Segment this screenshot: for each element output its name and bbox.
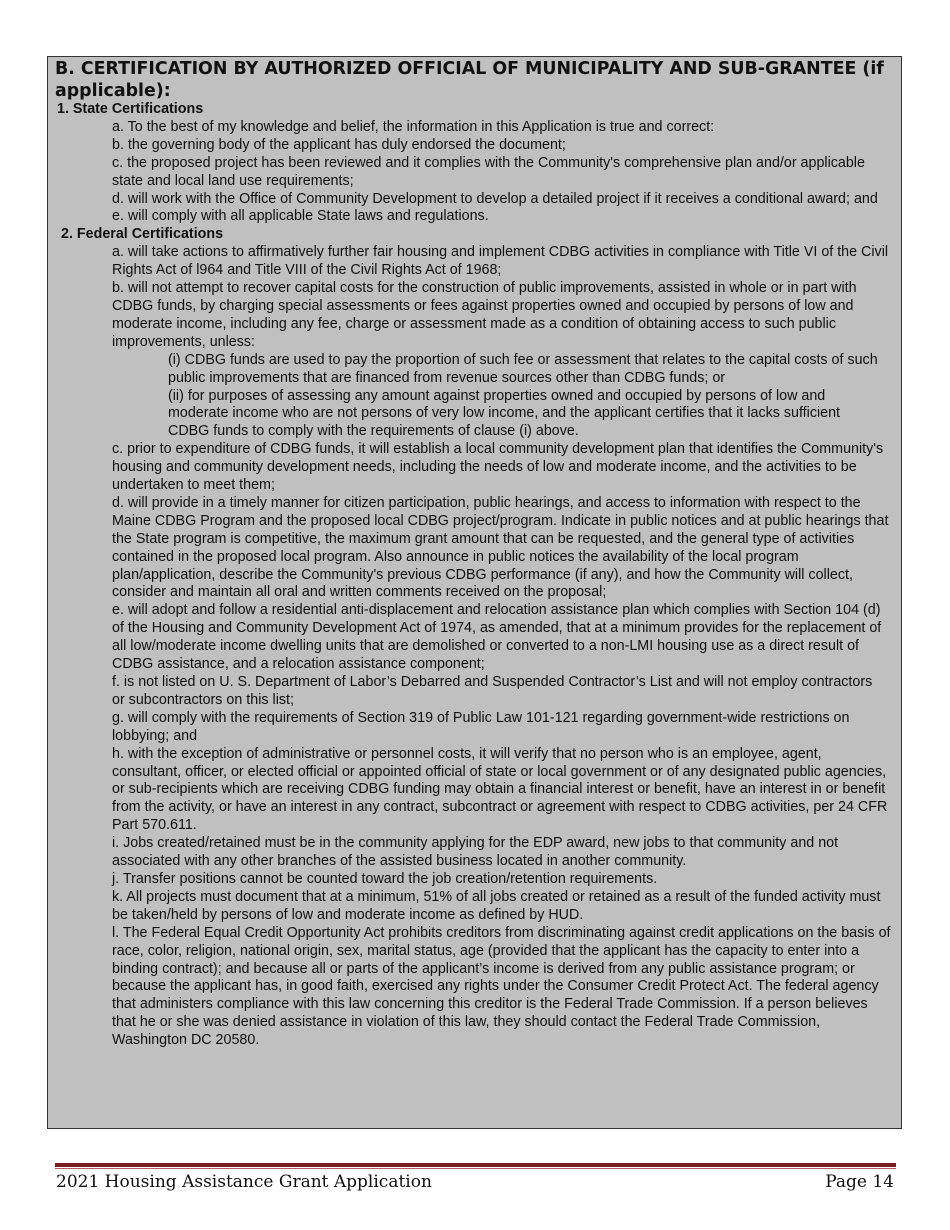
state-certifications-title: 1. State Certifications [57,101,204,117]
federal-item-d: d. will provide in a timely manner for citizen participation, public hearings, and access to information with respect to the Maine CDBG Program and the proposed local CDBG project/program. Indicate in public notices and at public hearings that the State program is competitive, the maximum grant amount that can be requested, and the general type of activities contained in the proposed local program. Also announce in public notices the availability of the local program plan/application, describe the Community's previous CDBG performance (if any), and how the Community will collect, consider and maintain all oral and written comments received on the proposal; [112,494,889,601]
page-number: Page 14 [825,1172,894,1192]
state-item-e: e. will comply with all applicable State laws and regulations. [112,208,489,225]
federal-item-j: j. Transfer positions cannot be counted toward the job creation/retention requirements. [112,870,658,887]
federal-item-k: k. All projects must document that at a minimum, 51% of all jobs created or retained as a result of the funded activity must be taken/held by persons of low and moderate income as defined by HUD. [112,888,881,923]
state-item-c: c. the proposed project has been reviewed and it complies with the Community's comprehensive plan and/or applicable state and local land use requirements; [112,154,865,189]
state-item-d: d. will work with the Office of Community Development to develop a detailed project if it receives a conditional award; and [112,190,878,207]
footer-rule-thin [55,1168,896,1169]
state-item-b: b. the governing body of the applicant has duly endorsed the document; [112,136,566,153]
footer-rule [55,1163,896,1167]
federal-item-g: g. will comply with the requirements of Section 319 of Public Law 101-121 regarding government-wide restrictions on lobbying; and [112,709,850,744]
federal-item-f-line2: or subcontractors on this list; [112,691,294,708]
federal-item-h: h. with the exception of administrative or personnel costs, it will verify that no person who is an employee, agent, consultant, officer, or elected official or appointed official of state or local government or of any designated public agencies, or sub-recipients which are receiving CDBG funding may obtain a financial interest or benefit, have an interest in or benefit from the activity, or have an interest in any contract, subcontract or agreement with respect to CDBG activities, per 24 CFR Part 570.611. [112,745,888,834]
federal-item-i: i. Jobs created/retained must be in the community applying for the EDP award, new jobs to that community and not associated with any other branches of the assisted business located in another community. [112,835,839,870]
footer-title: 2021 Housing Assistance Grant Application [56,1172,432,1192]
section-heading: B. CERTIFICATION BY AUTHORIZED OFFICIAL OF MUNICIPALITY AND SUB-GRANTEE (if applicable): [55,59,884,101]
federal-item-b-sub-ii: (ii) for purposes of assessing any amount against properties owned and occupied by persons of low and moderate income who are not persons of very low income, and the applicant certifies that it lacks sufficient CDBG funds to comply with the requirements of clause (i) above. [168,387,841,440]
federal-item-l: l. The Federal Equal Credit Opportunity Act prohibits creditors from discriminating against credit applications on the basis of race, color, religion, national origin, sex, marital status, age (provided that the applicant has the capacity to enter into a binding contract); and because all or parts of the applicant’s income is derived from any public assistance program; or because the applicant has, in good faith, exercised any rights under the Consumer Credit Protect Act. The federal agency that administers compliance with this law concerning this creditor is the Federal Trade Commission. If a person believes that he or she was denied assistance in violation of this law, they should contact the Federal Trade Commission, Washington DC 20580. [112,924,891,1049]
certification-body [0,101,950,1050]
federal-item-c: c. prior to expenditure of CDBG funds, it will establish a local community development plan that identifies the Community's housing and community development needs, including the needs of low and moderate income, and the activities to be undertaken to meet them; [112,441,884,494]
state-item-a: a. To the best of my knowledge and belief, the information in this Application is true and correct: [112,118,715,135]
federal-item-e: e. will adopt and follow a residential anti-displacement and relocation assistance plan which complies with Section 104 (d) of the Housing and Community Development Act of 1974, as amended, that at a minimum provides for the replacement of all low/moderate income dwelling units that are demolished or converted to a non-LMI housing use as a direct result of CDBG assistance, and a relocation assistance component; [112,602,882,673]
federal-item-b-sub-i: (i) CDBG funds are used to pay the proportion of such fee or assessment that relates to the capital costs of such public improvements that are financed from revenue sources other than CDBG funds; or [168,351,878,386]
federal-item-f-line1: f. is not listed on U. S. Department of Labor’s Debarred and Suspended Contractor’s List and will not employ contractors [112,674,873,690]
federal-item-a: a. will take actions to affirmatively further fair housing and implement CDBG activities in compliance with Title VI of the Civil Rights Act of l964 and Title VIII of the Civil Rights Act of 1968; [112,244,889,279]
federal-certifications-title: 2. Federal Certifications [61,226,224,243]
federal-item-b: b. will not attempt to recover capital costs for the construction of public improvements, assisted in whole or in part with CDBG funds, by charging special assessments or fees against properties owned and occupied by persons of low and moderate income, including any fee, charge or assessment made as a condition of obtaining access to such public improvements, unless: [112,280,857,350]
